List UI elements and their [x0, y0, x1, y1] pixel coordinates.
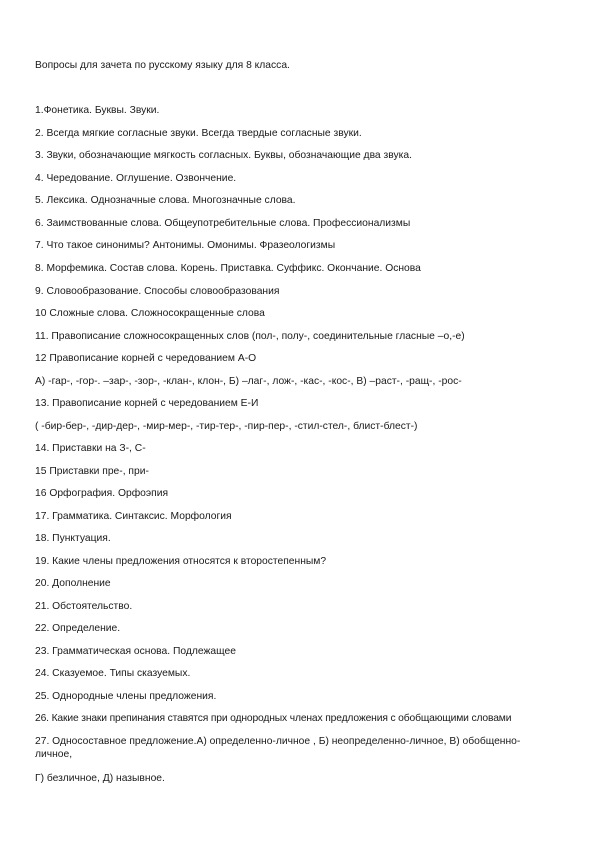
question-line-11: 11. Правописание сложносокращенных слов (пол-, полу-, соединительные гласные –о,-е) [35, 331, 465, 342]
question-line-9: 9. Словообразование. Способы словообразования [35, 286, 280, 297]
question-line-21: 21. Обстоятельство. [35, 601, 133, 612]
question-line-15: 15 Приставки пре-, при- [35, 466, 149, 477]
question-line-19: 19. Какие члены предложения относятся к второстепенным? [35, 556, 327, 567]
question-line-6: 6. Заимствованные слова. Общеупотребительные слова. Профессионализмы [35, 218, 411, 229]
question-line-12-a: А) -гар-, -гор-. –зар-, -зор-, -клан-, клон-, Б) –лаг-, лож-, -кас-, -кос-, В) –раст-, -ращ-, -рос- [35, 376, 462, 387]
question-line-12: 12 Правописание корней с чередованием А-О [35, 353, 257, 364]
question-line-10: 10 Сложные слова. Сложносокращенные слова [35, 308, 265, 319]
question-line-3: 3. Звуки, обозначающие мягкость согласных. Буквы, обозначающие два звука. [35, 150, 412, 161]
question-line-13: 13. Правописание корней с чередованием Е-И [35, 398, 259, 409]
question-line-5: 5. Лексика. Однозначные слова. Многозначные слова. [35, 195, 296, 206]
question-line-20: 20. Дополнение [35, 578, 111, 589]
question-line-14: 14. Приставки на З-, С- [35, 443, 146, 454]
question-line-27-b: Г) безличное, Д) назывное. [35, 773, 165, 784]
question-line-2: 2. Всегда мягкие согласные звуки. Всегда твердые согласные звуки. [35, 128, 362, 139]
question-line-23: 23. Грамматическая основа. Подлежащее [35, 646, 236, 657]
question-line-4: 4. Чередование. Оглушение. Озвончение. [35, 173, 237, 184]
question-line-25: 25. Однородные члены предложения. [35, 691, 217, 702]
question-line-7: 7. Что такое синонимы? Антонимы. Омонимы. Фразеологизмы [35, 240, 336, 251]
question-line-8: 8. Морфемика. Состав слова. Корень. Приставка. Суффикс. Окончание. Основа [35, 263, 421, 274]
document-title: Вопросы для зачета по русскому языку для 8 класса. [35, 60, 290, 71]
question-line-18: 18. Пунктуация. [35, 533, 111, 544]
question-line-16: 16 Орфография. Орфоэпия [35, 488, 169, 499]
question-line-22: 22. Определение. [35, 623, 121, 634]
question-line-17: 17. Грамматика. Синтаксис. Морфология [35, 511, 232, 522]
question-line-26: 26. Какие знаки препинания ставятся при однородных членах предложения с обобщающими словами [35, 713, 512, 724]
question-line-13-a: ( -бир-бер-, -дир-дер-, -мир-мер-, -тир-тер-, -пир-пер-, -стил-стел-, блист-блест-) [35, 421, 418, 432]
question-line-27: 27. Односоставное предложение.А) определенно-личное , Б) неопределенно-личное, В) обобщенно-личное, [35, 736, 521, 760]
question-line-1: 1.Фонетика. Буквы. Звуки. [35, 105, 160, 116]
question-line-24: 24. Сказуемое. Типы сказуемых. [35, 668, 191, 679]
